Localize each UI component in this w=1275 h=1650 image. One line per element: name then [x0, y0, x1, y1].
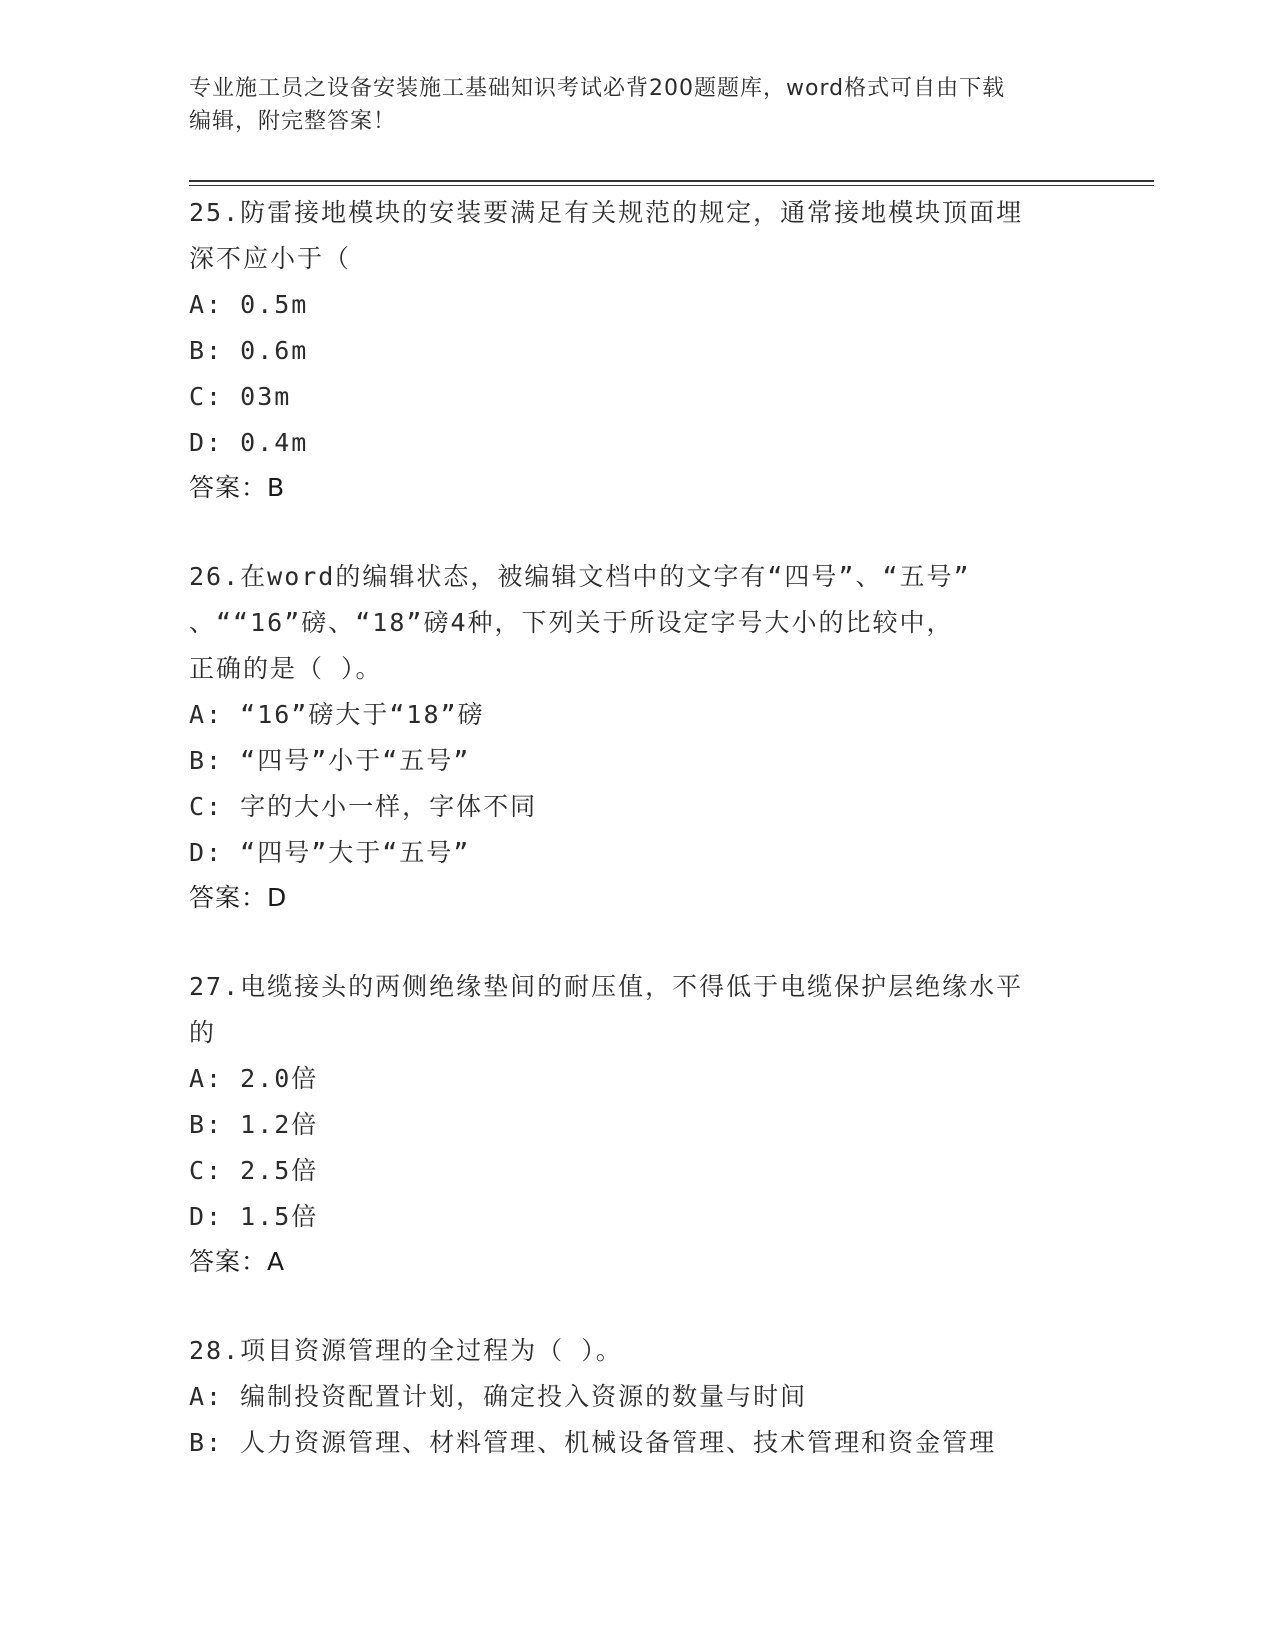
option-b: B: 0.6m — [189, 336, 309, 365]
question-stem — [189, 190, 1089, 282]
option-c: C: 字的大小一样，字体不同 — [189, 792, 538, 821]
stem-line: 27.电缆接头的两侧绝缘垫间的耐压值，不得低于电缆保护层绝缘水平 — [189, 972, 1024, 1001]
question-stem — [189, 964, 1089, 1056]
option-b: B: 1.2倍 — [189, 1110, 319, 1139]
stem-line: 26.在word的编辑状态，被编辑文档中的文字有“四号”、“五号” — [189, 562, 971, 591]
option-c: C: 2.5倍 — [189, 1156, 319, 1185]
header-line-1: 专业施工员之设备安装施工基础知识考试必背200题题库，word格式可自由下载 — [189, 76, 1006, 101]
question-26 — [189, 554, 1089, 920]
option-a: A: 0.5m — [189, 290, 309, 319]
question-list — [189, 190, 1089, 1510]
header-divider-thick — [189, 180, 1154, 182]
question-25 — [189, 190, 1089, 510]
stem-line: 25.防雷接地模块的安装要满足有关规范的规定，通常接地模块顶面埋 — [189, 198, 1024, 227]
header-divider-thin — [189, 185, 1154, 186]
stem-line: 深不应小于（ — [189, 244, 352, 273]
option-d: D: 0.4m — [189, 428, 309, 457]
option-a: A: 编制投资配置计划，确定投入资源的数量与时间 — [189, 1382, 808, 1411]
stem-line: 28.项目资源管理的全过程为（ ）。 — [189, 1336, 623, 1365]
question-stem — [189, 1328, 1089, 1374]
document-header — [189, 72, 1089, 138]
answer-line: 答案：B — [189, 473, 286, 502]
option-d: D: “四号”大于“五号” — [189, 838, 471, 867]
header-line-2: 编辑，附完整答案！ — [189, 109, 397, 134]
option-a: A: 2.0倍 — [189, 1064, 319, 1093]
stem-line: 的 — [189, 1018, 217, 1047]
option-a: A: “16”磅大于“18”磅 — [189, 700, 485, 729]
option-b: B: “四号”小于“五号” — [189, 746, 471, 775]
question-stem — [189, 554, 1089, 692]
answer-line: 答案：A — [189, 1247, 286, 1276]
question-27 — [189, 964, 1089, 1284]
question-28 — [189, 1328, 1089, 1466]
stem-line: 、““16”磅、“18”磅4种，下列关于所设定字号大小的比较中， — [189, 608, 954, 637]
option-b: B: 人力资源管理、材料管理、机械设备管理、技术管理和资金管理 — [189, 1428, 997, 1457]
option-c: C: 03m — [189, 382, 292, 411]
stem-line: 正确的是（ ）。 — [189, 654, 383, 683]
option-d: D: 1.5倍 — [189, 1202, 319, 1231]
answer-line: 答案：D — [189, 883, 288, 912]
